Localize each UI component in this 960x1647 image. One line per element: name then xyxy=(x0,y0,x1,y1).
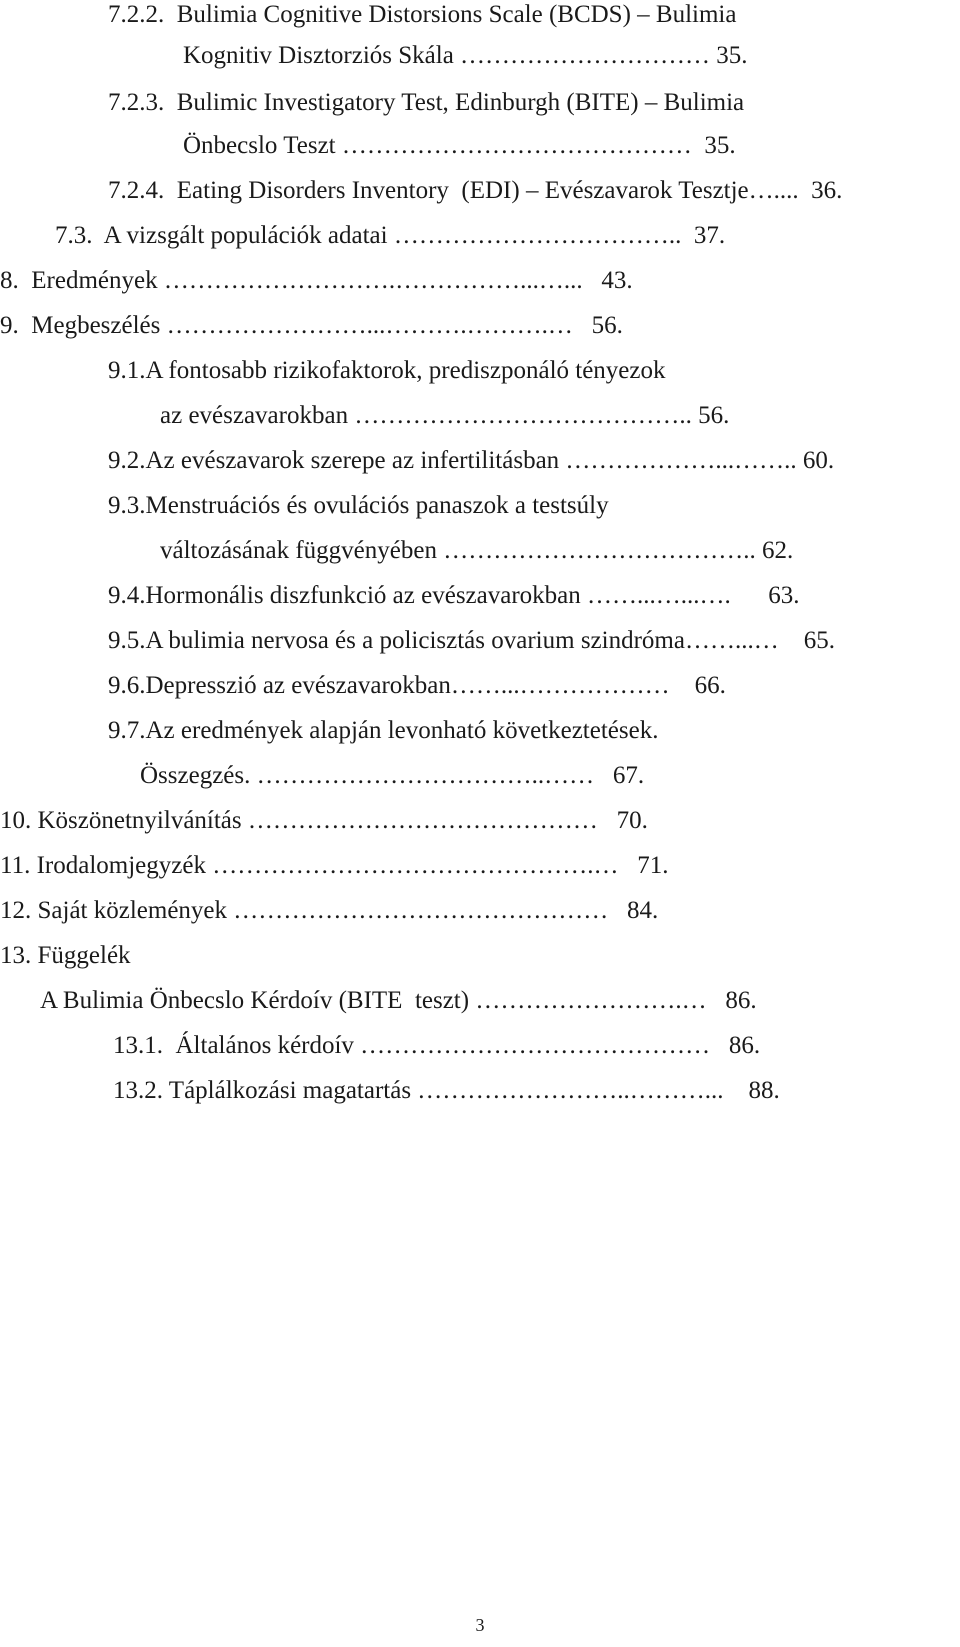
toc-entry-12: 12. Saját közlemények ……………………………………… 84. xyxy=(0,897,659,924)
toc-entry-9-6: 9.6.Depresszió az evészavarokban……...……………… 66. xyxy=(108,672,726,699)
toc-entry-7-2-3-cont: Önbecslo Teszt …………………………………… 35. xyxy=(183,132,736,159)
toc-entry-7-2-2: 7.2.2. Bulimia Cognitive Distorsions Scale (BCDS) – Bulimia xyxy=(108,1,737,28)
toc-entry-7-2-2-cont: Kognitiv Disztorziós Skála ………………………… 35. xyxy=(183,42,748,69)
toc-entry-13-cont: A Bulimia Önbecslo Kérdoív (BITE teszt) …………………….… 86. xyxy=(40,987,757,1014)
toc-entry-7-3: 7.3. A vizsgált populációk adatai …………………………….. 37. xyxy=(55,222,726,249)
toc-entry-9-3-cont: változásának függvényében ……………………………….. 62. xyxy=(160,537,794,564)
toc-entry-9-7-cont: Összegzés. ……………………………..…… 67. xyxy=(140,762,645,789)
toc-entry-8: 8. Eredmények ……………………….……………...…... 43. xyxy=(0,267,633,294)
page-number: 3 xyxy=(475,1615,485,1635)
toc-entry-13-1: 13.1. Általános kérdoív …………………………………… 86. xyxy=(113,1032,761,1059)
toc-entry-13-2: 13.2. Táplálkozási magatartás ……………………..………... 88. xyxy=(113,1077,780,1104)
toc-entry-9-1-cont: az evészavarokban ………………………………….. 56. xyxy=(160,402,730,429)
toc-entry-9-7: 9.7.Az eredmények alapján levonható következtetések. xyxy=(108,717,659,744)
toc-entry-9-2: 9.2.Az evészavarok szerepe az infertilitásban ………………...…….. 60. xyxy=(108,447,835,474)
toc-entry-9-4: 9.4.Hormonális diszfunkció az evészavarokban ……...…...…. 63. xyxy=(108,582,800,609)
toc-entry-9-5: 9.5.A bulimia nervosa és a policisztás ovarium szindróma……...… 65. xyxy=(108,627,835,654)
toc-entry-11: 11. Irodalomjegyzék ……………………………………….… 71. xyxy=(0,852,669,879)
toc-entry-9: 9. Megbeszélés ……………………...……….……….… 56. xyxy=(0,312,623,339)
toc-entry-13: 13. Függelék xyxy=(0,942,131,969)
toc-entry-9-3: 9.3.Menstruációs és ovulációs panaszok a testsúly xyxy=(108,492,609,519)
toc-entry-9-1: 9.1.A fontosabb rizikofaktorok, prediszponáló tényezok xyxy=(108,357,666,384)
toc-entry-7-2-4: 7.2.4. Eating Disorders Inventory (EDI) – Evészavarok Tesztje….... 36. xyxy=(108,177,843,204)
toc-entry-7-2-3: 7.2.3. Bulimic Investigatory Test, Edinburgh (BITE) – Bulimia xyxy=(108,89,745,116)
toc-entry-10: 10. Köszönetnyilvánítás …………………………………… 70. xyxy=(0,807,648,834)
